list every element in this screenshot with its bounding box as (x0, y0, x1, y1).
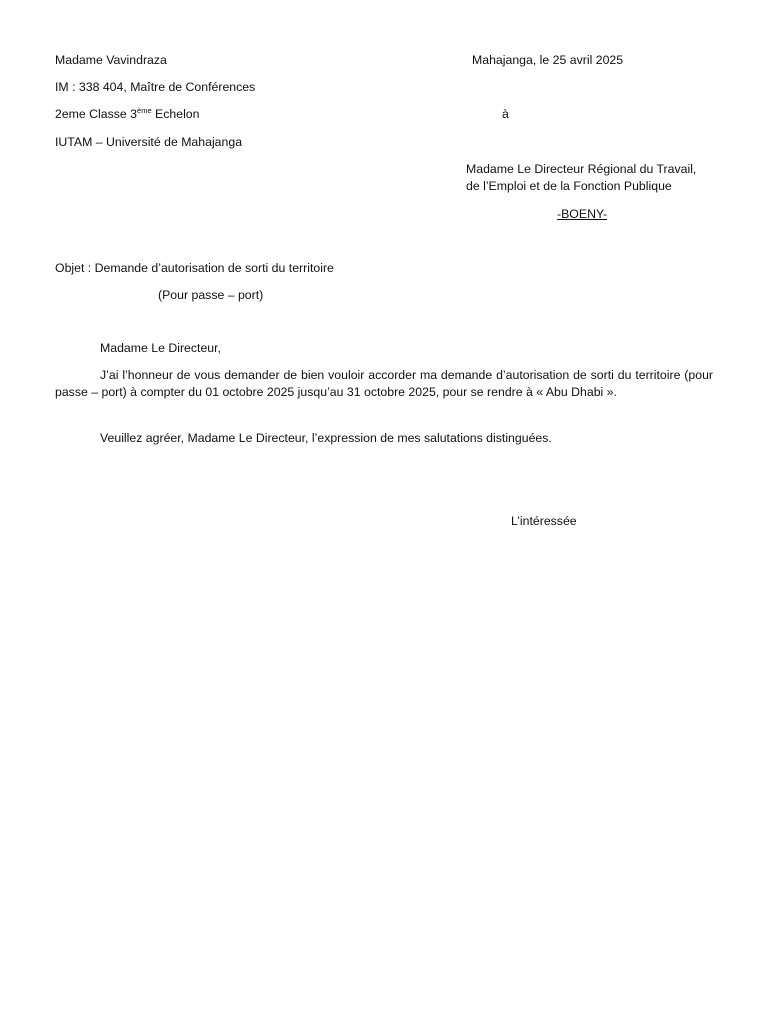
sender-grade-sup: ème (137, 106, 152, 115)
subject-subline: (Pour passe – port) (158, 288, 264, 302)
sender-institution: IUTAM – Université de Mahajanga (55, 135, 243, 149)
sender-im: IM : 338 404, Maître de Conférences (55, 80, 256, 94)
body-paragraph-1: J’ai l’honneur de vous demander de bien vouloir accorder ma demande d’autorisation de sorti du territoire (pour passe – port) à compter du 01 octobre 2025 jusqu’au 31 octobre 2025, pour se rendre à « Abu Dhabi ». (55, 368, 713, 400)
sender-grade-prefix: 2eme Classe 3 (55, 107, 138, 121)
recipient-region: -BOENY- (557, 207, 608, 221)
sender-grade (55, 106, 199, 123)
salutation: Madame Le Directeur, (100, 341, 221, 355)
sender-name: Madame Vavindraza (55, 53, 167, 67)
recipient-line1: Madame Le Directeur Régional du Travail, (466, 162, 697, 176)
subject-line: Objet : Demande d’autorisation de sorti du territoire (55, 261, 334, 275)
place-date: Mahajanga, le 25 avril 2025 (472, 53, 624, 67)
to-word: à (502, 107, 509, 121)
signature-label: L’intéressée (511, 514, 577, 528)
body-paragraph-2: Veuillez agréer, Madame Le Directeur, l’expression de mes salutations distinguées. (100, 431, 552, 445)
recipient-line2: de l’Emploi et de la Fonction Publique (466, 179, 672, 193)
sender-grade-suffix: Echelon (151, 107, 200, 121)
